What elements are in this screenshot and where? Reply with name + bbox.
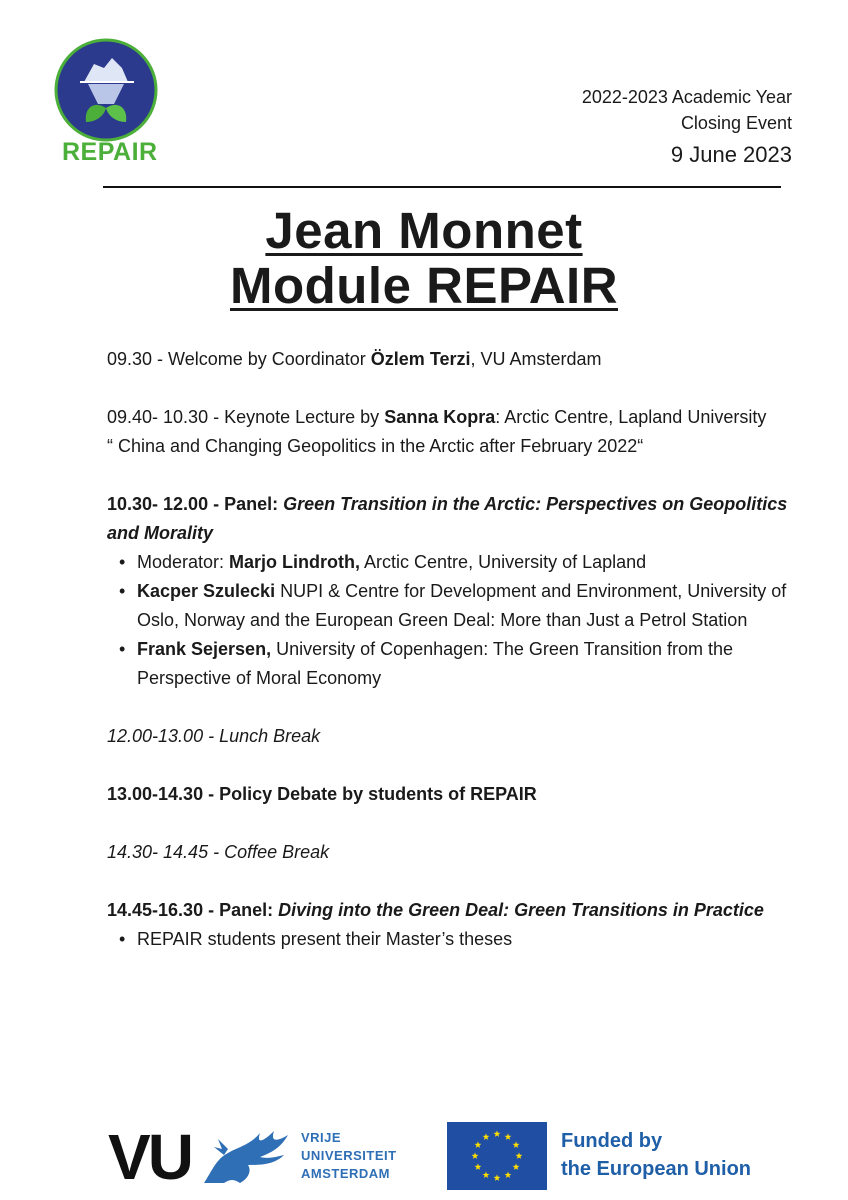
list-item [137, 577, 807, 635]
vu-letters: VU [108, 1121, 191, 1193]
panel1-item-1-prefix: Moderator: [137, 552, 230, 572]
list-item [137, 548, 807, 577]
list-item [137, 635, 807, 693]
griffin-icon [194, 1119, 294, 1191]
panel2-items [107, 925, 807, 954]
panel2-time: 14.45-16.30 - Panel: [107, 900, 279, 920]
eu-line-1: Funded by [561, 1130, 663, 1152]
program-lunch: 12.00-13.00 - Lunch Break [107, 726, 321, 746]
title-line-1: Jean Monnet [265, 202, 583, 259]
event-info [582, 84, 792, 168]
panel1-time: 10.30- 12.00 - Panel: [107, 494, 284, 514]
repair-logo-label: REPAIR [62, 138, 158, 166]
panel1-title: Green Transition in the Arctic: Perspectives on Geopolitics and Morality [107, 494, 788, 543]
repair-logo [54, 38, 158, 142]
panel1-item-1-name: Marjo Lindroth, [229, 552, 361, 572]
vu-name-line-2: UNIVERSITEIT [301, 1148, 397, 1163]
page-title [0, 203, 848, 313]
event-type: Closing Event [680, 113, 792, 133]
title-line-2: Module REPAIR [229, 257, 619, 314]
panel1-item-2-rest: NUPI & Centre for Development and Environment, University of Oslo, Norway and the European Green Deal: More than Just a Petrol Station [137, 581, 787, 630]
panel2-title: Diving into the Green Deal: Green Transitions in Practice [278, 900, 764, 920]
academic-year: 2022-2023 Academic Year [581, 87, 792, 107]
vu-name-line-3: AMSTERDAM [301, 1166, 390, 1181]
program-welcome [107, 345, 807, 374]
panel1-item-3-rest: University of Copenhagen: The Green Transition from the Perspective of Moral Economy [137, 639, 733, 688]
panel1-speakers [107, 548, 807, 693]
panel1-item-2-name: Kacper Szulecki [137, 581, 276, 601]
eu-funding-text [561, 1127, 751, 1183]
keynote-speaker: Sanna Kopra [384, 407, 496, 427]
event-date: 9 June 2023 [670, 142, 792, 167]
header-divider [103, 186, 781, 188]
panel1-item-3-name: Frank Sejersen, [137, 639, 272, 659]
program-coffee: 14.30- 14.45 - Coffee Break [107, 842, 330, 862]
keynote-title: “ China and Changing Geopolitics in the Arctic after February 2022“ [107, 436, 644, 456]
eu-line-2: the European Union [561, 1158, 751, 1180]
program-panel-2 [107, 896, 807, 925]
list-item: • REPAIR students present their Master’s theses [137, 925, 807, 954]
welcome-affiliation: , VU Amsterdam [470, 349, 602, 369]
program-panel-1 [107, 490, 807, 548]
panel1-item-1-rest: Arctic Centre, University of Lapland [360, 552, 647, 572]
welcome-speaker: Özlem Terzi [370, 349, 471, 369]
program-keynote [107, 403, 807, 432]
vu-amsterdam-logo [108, 1119, 408, 1191]
vu-name [301, 1129, 397, 1183]
vu-name-line-1: VRIJE [301, 1130, 342, 1145]
welcome-time: 09.30 - Welcome by Coordinator [107, 349, 371, 369]
keynote-time: 09.40- 10.30 - Keynote Lecture by [107, 407, 385, 427]
program [107, 345, 807, 954]
program-debate: 13.00-14.30 - Policy Debate by students of REPAIR [107, 784, 537, 804]
keynote-affiliation: : Arctic Centre, Lapland University [495, 407, 767, 427]
eu-flag-icon [447, 1122, 547, 1190]
